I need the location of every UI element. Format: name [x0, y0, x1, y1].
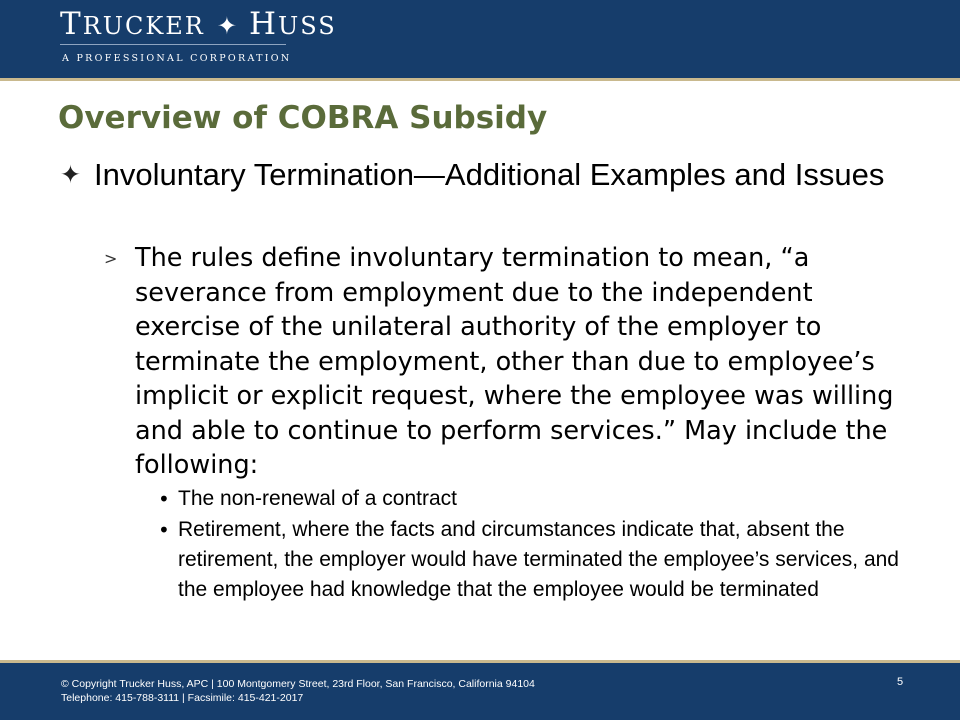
logo-tagline: A PROFESSIONAL CORPORATION — [62, 53, 292, 64]
slide-title: Overview of COBRA Subsidy — [58, 100, 548, 136]
header-bar — [0, 0, 960, 78]
logo — [60, 6, 337, 42]
bullet-dot-icon: • — [158, 518, 170, 542]
bullet-level2-text: The rules define involuntary termination to mean, “a severance from employment due to the independent exercise of the unilateral authority of the employer to terminate the employment, other than due to employee’s implicit or explicit request, where the employee was willing and able to continue to perform services.” May include the following: — [135, 243, 894, 480]
header-gold-rule — [0, 78, 960, 81]
logo-initial-h: H — [248, 6, 279, 42]
logo-initial-t: T — [60, 6, 83, 42]
bullet-dot-icon: • — [158, 487, 170, 511]
bullet-level3-text: The non-renewal of a contract — [178, 487, 457, 510]
four-point-star-icon: ✦ — [60, 160, 81, 189]
bullet-level2 — [104, 241, 904, 483]
bullet-level3-text: Retirement, where the facts and circumstances indicate that, absent the retirement, the employer would have terminated the employee’s services, and the employee had knowledge that the employee would be terminated — [178, 518, 899, 601]
bullet-level3-item — [158, 515, 908, 605]
footer-contact — [61, 677, 535, 705]
page-number: 5 — [897, 676, 904, 688]
chevron-right-icon: > — [104, 249, 118, 268]
logo-word-rucker: RUCKER — [82, 12, 205, 40]
logo-cross-icon: ✦ — [216, 12, 239, 40]
bullet-level1-text: Involuntary Termination—Additional Examples and Issues — [94, 157, 885, 192]
logo-word-uss: USS — [278, 12, 337, 40]
bullet-level1 — [60, 157, 920, 192]
logo-divider — [60, 44, 286, 45]
footer-phone-fax: Telephone: 415-788-3111 | Facsimile: 415-421-2017 — [61, 692, 304, 704]
footer-copyright: © Copyright Trucker Huss, APC | 100 Montgomery Street, 23rd Floor, San Francisco, California 94104 — [61, 678, 535, 690]
bullet-level3-item — [158, 484, 908, 514]
